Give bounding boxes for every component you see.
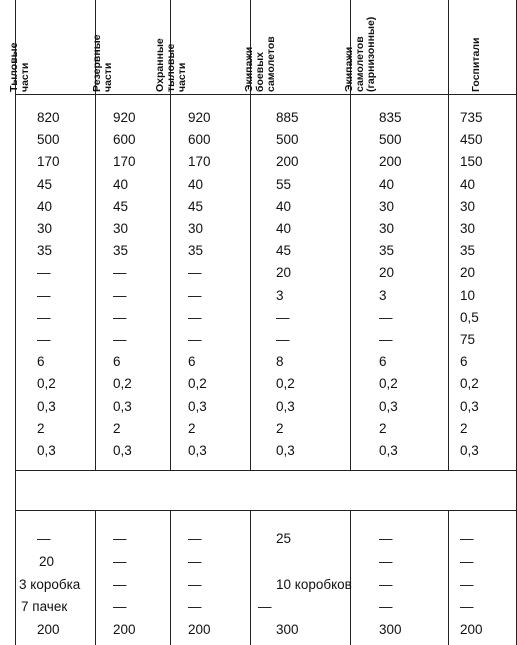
table-cell: 0,3 (37, 443, 56, 458)
table-cell: 0,2 (113, 376, 132, 392)
table-cell: — (37, 265, 51, 281)
header-label: Госпитали (470, 37, 482, 92)
table-cell: 6 (460, 354, 468, 370)
column-divider (448, 510, 449, 645)
table-cell: 200 (276, 154, 299, 170)
table-cell: 6 (37, 354, 45, 370)
table-cell: — (188, 599, 202, 615)
table-cell: 6 (113, 354, 121, 370)
table-cell: 40 (37, 198, 53, 214)
table-cell: 40 (460, 176, 476, 192)
table-cell: 600 (113, 132, 136, 148)
table-cell: — (113, 531, 127, 546)
table-cell: 200 (460, 622, 483, 638)
table-cell: — (188, 309, 202, 325)
table-cell: — (113, 553, 127, 569)
table-cell: 2 (37, 420, 45, 436)
table-cell: 0,3 (379, 398, 398, 414)
table-cell: 75 (460, 332, 476, 347)
table-cell: 30 (460, 221, 476, 236)
table-cell: — (113, 576, 127, 592)
table-cell: 0,3 (188, 398, 207, 414)
table-cell: 0,2 (37, 376, 56, 392)
table-cell: 20 (379, 265, 395, 281)
table-cell: — (188, 287, 202, 303)
table-cell: 2 (188, 420, 196, 436)
column-divider (170, 510, 171, 645)
table-cell: 600 (188, 132, 211, 148)
table-cell: 40 (188, 176, 204, 192)
table-cell: 20 (276, 265, 292, 281)
table-cell: 170 (37, 154, 60, 170)
table-cell: 820 (37, 110, 60, 125)
table-cell: 200 (188, 622, 211, 638)
table-cell: — (113, 599, 127, 615)
table-cell: 885 (276, 110, 299, 125)
table-cell: — (379, 553, 393, 569)
table-cell: 0,3 (460, 398, 479, 414)
table-cell: 2 (379, 420, 387, 436)
header-label: Резервные части (91, 34, 114, 92)
table-cell: 35 (460, 243, 476, 259)
table-cell: 300 (379, 622, 402, 638)
table-cell: 6 (188, 354, 196, 370)
table-cell: — (276, 332, 290, 347)
table-cell: 170 (113, 154, 136, 170)
table-cell: — (37, 332, 51, 347)
table-cell: — (113, 287, 127, 303)
table-cell: — (379, 599, 393, 615)
table-cell: 0,3 (113, 398, 132, 414)
header-cell (455, 4, 515, 92)
table-cell: 735 (460, 110, 483, 125)
table-cell: 3 (379, 287, 387, 303)
table-cell: 7 пачек (21, 599, 68, 615)
table-cell: 500 (276, 132, 299, 148)
table-cell: — (460, 531, 474, 546)
header-cell (154, 4, 247, 92)
table-cell: 0,2 (379, 376, 398, 392)
table-cell: 35 (37, 243, 53, 259)
table-cell: — (379, 531, 393, 546)
section-rule (15, 470, 517, 471)
table-cell: 150 (460, 154, 483, 170)
table-cell: — (276, 309, 290, 325)
table-cell: 45 (188, 198, 204, 214)
table-cell: — (379, 309, 393, 325)
header-cell (343, 4, 445, 92)
table-cell: — (188, 553, 202, 569)
table-cell: 0,3 (37, 398, 56, 414)
table-cell: — (258, 599, 272, 615)
table-cell: 6 (379, 354, 387, 370)
table-cell: 55 (276, 176, 292, 192)
table-cell: — (37, 287, 51, 303)
table-cell: 0,2 (276, 376, 295, 392)
header-cell (243, 4, 347, 92)
table-cell: 835 (379, 110, 402, 125)
table-cell: 30 (379, 221, 395, 236)
table-cell: 30 (188, 221, 204, 236)
table-cell: 30 (113, 221, 129, 236)
header-label: Экипажи боевых самолетов (243, 36, 277, 92)
table-cell: 40 (113, 176, 129, 192)
table-cell: — (188, 265, 202, 281)
table-cell: 0,3 (276, 398, 295, 414)
table-cell: — (188, 332, 202, 347)
table-cell: 2 (276, 420, 284, 436)
table-cell: — (113, 309, 127, 325)
header-label: Тыловые части (8, 42, 31, 92)
table-cell: 2 (460, 420, 468, 436)
table-cell: 0,5 (460, 309, 479, 325)
table-cell: — (113, 265, 127, 281)
table-cell: 200 (113, 622, 136, 638)
table-cell: 0,2 (460, 376, 479, 392)
table-cell: 35 (379, 243, 395, 259)
table-cell: 3 (276, 287, 284, 303)
table-cell: 45 (276, 243, 292, 259)
table-cell: 30 (37, 221, 53, 236)
table-cell: 500 (37, 132, 60, 148)
section-rule (15, 510, 517, 511)
table-cell: 300 (276, 622, 299, 638)
table-cell: 0,3 (460, 443, 479, 458)
column-divider (15, 0, 16, 645)
table-cell: — (188, 531, 202, 546)
table-cell: 20 (39, 553, 55, 569)
table-cell: 450 (460, 132, 483, 148)
table-cell: 10 (460, 287, 476, 303)
table-cell: 170 (188, 154, 211, 170)
table-cell: 25 (276, 531, 292, 546)
header-label: Экипажи самолетов (гарнизонные) (343, 16, 377, 92)
column-divider (95, 510, 96, 645)
table-cell: 40 (276, 198, 292, 214)
column-divider (448, 0, 449, 470)
table-cell: 35 (188, 243, 204, 259)
table-cell: 45 (113, 198, 129, 214)
table-cell: 500 (379, 132, 402, 148)
table-cell: 35 (113, 243, 129, 259)
table-cell: 3 коробка (19, 576, 81, 592)
table-cell: 8 (276, 354, 284, 370)
table-cell: 45 (37, 176, 53, 192)
table-cell: 920 (113, 110, 136, 125)
table-cell: 0,2 (188, 376, 207, 392)
table-cell: 0,3 (188, 443, 207, 458)
table-cell: 0,3 (276, 443, 295, 458)
table-cell: — (188, 576, 202, 592)
table-cell: — (379, 576, 393, 592)
table-cell: 30 (379, 198, 395, 214)
table-cell: — (460, 599, 474, 615)
table-cell: 20 (460, 265, 476, 281)
table-cell: 2 (113, 420, 121, 436)
header-label: Охранные тыловые части (154, 38, 188, 92)
table-cell: 30 (460, 198, 476, 214)
table-cell: — (379, 332, 393, 347)
table-cell: — (460, 553, 474, 569)
table-cell: 0,3 (379, 443, 398, 458)
table-cell: 0,3 (113, 443, 132, 458)
table-cell: 920 (188, 110, 211, 125)
header-rule (15, 94, 517, 95)
table-cell: 40 (379, 176, 395, 192)
table-cell: — (37, 531, 51, 546)
table-cell: — (37, 309, 51, 325)
header-cell (8, 4, 92, 92)
table-cell: — (113, 332, 127, 347)
table-cell: — (460, 576, 474, 592)
table-cell: 200 (37, 622, 60, 638)
table-cell: 10 коробков (276, 576, 352, 592)
table-cell: 200 (379, 154, 402, 170)
table-cell: 40 (276, 221, 292, 236)
column-divider (250, 510, 251, 645)
